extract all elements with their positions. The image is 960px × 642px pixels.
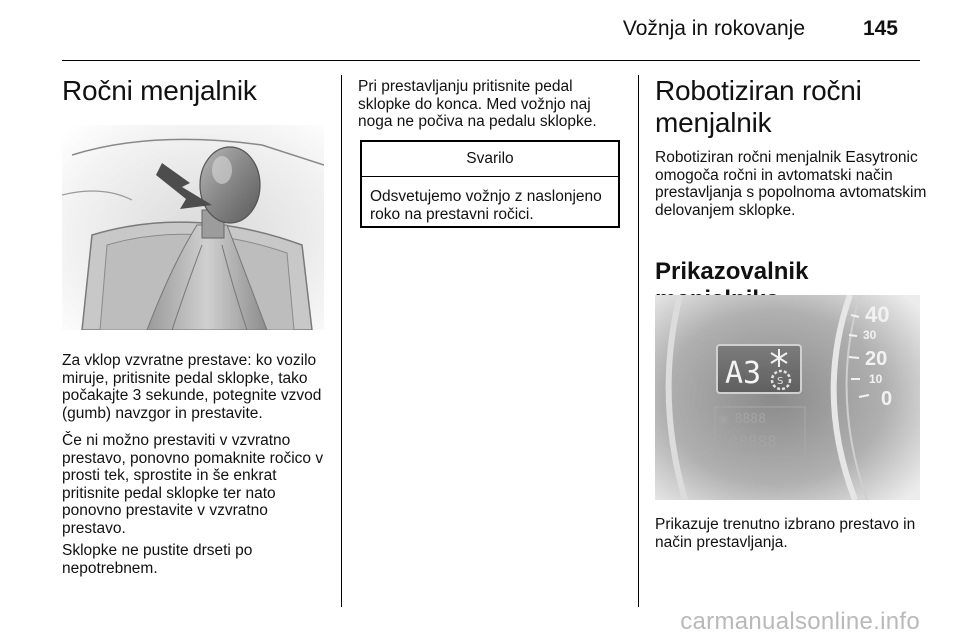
speed-mark-40: 40 — [865, 302, 890, 327]
warning-box — [360, 140, 620, 228]
warning-title: Svarilo — [466, 150, 514, 167]
page-number: 145 — [862, 17, 898, 40]
header-rule — [62, 60, 920, 61]
left-paragraph-3: Sklopke ne pustite drseti po nepotrebnem. — [62, 542, 253, 577]
speed-mark-10: 10 — [869, 372, 883, 386]
display-caption: Prikazuje trenutno izbrano prestavo in način prestavljanja. — [655, 516, 916, 551]
gear-lever-illustration — [62, 125, 324, 330]
svg-text:S: S — [777, 376, 784, 387]
warning-text: Odsvetujemo vožnjo z naslonjeno roko na prestavni ročici. — [370, 188, 602, 223]
heading-robotized-transmission: Robotiziran ročni menjalnik — [655, 75, 862, 138]
gear-lever-drawing — [62, 125, 324, 330]
left-paragraph-2: Če ni možno prestaviti v vzvratno prestavo, ponovno pomaknite ročico v prosti tek, sprostite in še enkrat pritisnite pedal sklopke ter nato ponovno prestavite v vzvratno prestavo. — [62, 432, 324, 537]
odometer-ghost-bottom: 888888 — [719, 432, 777, 451]
heading-manual-transmission: Ročni menjalnik — [62, 75, 257, 106]
left-paragraph-1: Za vklop vzvratne prestave: ko vozilo miruje, pritisnite pedal sklopke, tako počakajte 3 sekunde, potegnite vzvod (gumb) navzgor in prestavite. — [62, 352, 322, 422]
speed-mark-20: 20 — [865, 348, 888, 370]
instrument-cluster-drawing — [655, 295, 920, 500]
running-header-title: Vožnja in rokovanje — [622, 17, 805, 40]
column-divider-2 — [638, 75, 639, 607]
speed-mark-0: 0 — [881, 388, 893, 410]
column-divider-1 — [341, 75, 342, 607]
speed-mark-30: 30 — [863, 328, 877, 342]
gear-readout-text: A3 — [725, 356, 762, 391]
odometer-ghost-top: ▣ 8888 — [719, 412, 766, 427]
watermark-text: carmanualsonline.info — [680, 608, 920, 635]
warning-divider — [362, 176, 618, 177]
right-intro-paragraph: Robotiziran ročni menjalnik Easytronic omogoča ročni in avtomatski način prestavljanja s popolnoma avtomatskim delovanjem sklopke. — [655, 149, 927, 219]
transmission-display-illustration — [655, 295, 920, 500]
heading-transmission-display: Prikazovalnik — [655, 258, 809, 285]
middle-paragraph: Pri prestavljanju pritisnite pedal sklopke do konca. Med vožnjo naj noga ne počiva na pedalu sklopke. — [358, 78, 597, 130]
